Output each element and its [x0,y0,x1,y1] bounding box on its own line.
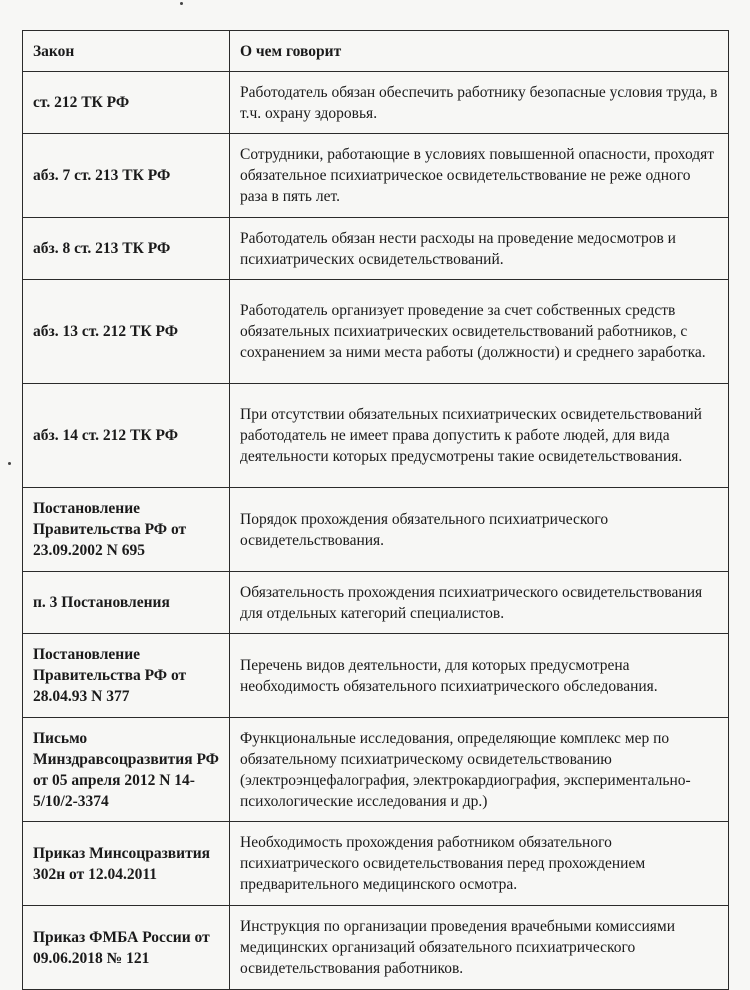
law-cell: Приказ Минсоцразвития 302н от 12.04.2011 [23,822,230,906]
description-cell: Работодатель обязан нести расходы на проведение медосмотров и психиатрических освидетельствований. [230,218,729,280]
law-cell: абз. 14 ст. 212 ТК РФ [23,384,230,488]
description-cell: Перечень видов деятельности, для которых предусмотрена необходимость обязательного психиатрического обследования. [230,634,729,718]
law-cell: Постановление Правительства РФ от 28.04.93 N 377 [23,634,230,718]
table-row [23,822,729,906]
law-cell: Письмо Минздравсоцразвития РФ от 05 апреля 2012 N 14-5/10/2-3374 [23,718,230,822]
table-row [23,280,729,384]
description-cell: Работодатель обязан обеспечить работнику безопасные условия труда, в т.ч. охрану здоровья. [230,72,729,134]
law-cell: ст. 212 ТК РФ [23,72,230,134]
scan-speck [8,462,11,465]
description-cell: Функциональные исследования, определяющие комплекс мер по обязательному психиатрическому освидетельствованию (электроэнцефалография, электрокардиография, экспериментально-психологические исследования и др.) [230,718,729,822]
table-header-row [23,31,729,72]
law-cell: абз. 8 ст. 213 ТК РФ [23,218,230,280]
law-cell: абз. 13 ст. 212 ТК РФ [23,280,230,384]
table-row [23,718,729,822]
table-row [23,218,729,280]
table-row [23,906,729,990]
header-law: Закон [23,31,230,72]
description-cell: Сотрудники, работающие в условиях повышенной опасности, проходят обязательное психиатрическое освидетельствование не реже одного раза в пять лет. [230,134,729,218]
table-row [23,634,729,718]
description-cell: Работодатель организует проведение за счет собственных средств обязательных психиатрических освидетельствований работников, с сохранением за ними места работы (должности) и среднего заработка. [230,280,729,384]
description-cell: Обязательность прохождения психиатрического освидетельствования для отдельных категорий специалистов. [230,572,729,634]
table-row [23,384,729,488]
description-cell: При отсутствии обязательных психиатрических освидетельствований работодатель не имеет права допустить к работе людей, для вида деятельности которых предусмотрены такие освидетельствования. [230,384,729,488]
header-description: О чем говорит [230,31,729,72]
table-row [23,488,729,572]
description-cell: Порядок прохождения обязательного психиатрического освидетельствования. [230,488,729,572]
description-cell: Необходимость прохождения работником обязательного психиатрического освидетельствования перед прохождением предварительного медицинского осмотра. [230,822,729,906]
table-row [23,134,729,218]
scan-speck [180,2,183,5]
law-cell: Приказ ФМБА России от 09.06.2018 № 121 [23,906,230,990]
description-cell: Инструкция по организации проведения врачебными комиссиями медицинских организаций обязательного психиатрического освидетельствования работников. [230,906,729,990]
table-row [23,572,729,634]
law-cell: Постановление Правительства РФ от 23.09.2002 N 695 [23,488,230,572]
law-cell: п. 3 Постановления [23,572,230,634]
law-table [22,30,729,990]
table-row [23,72,729,134]
law-cell: абз. 7 ст. 213 ТК РФ [23,134,230,218]
